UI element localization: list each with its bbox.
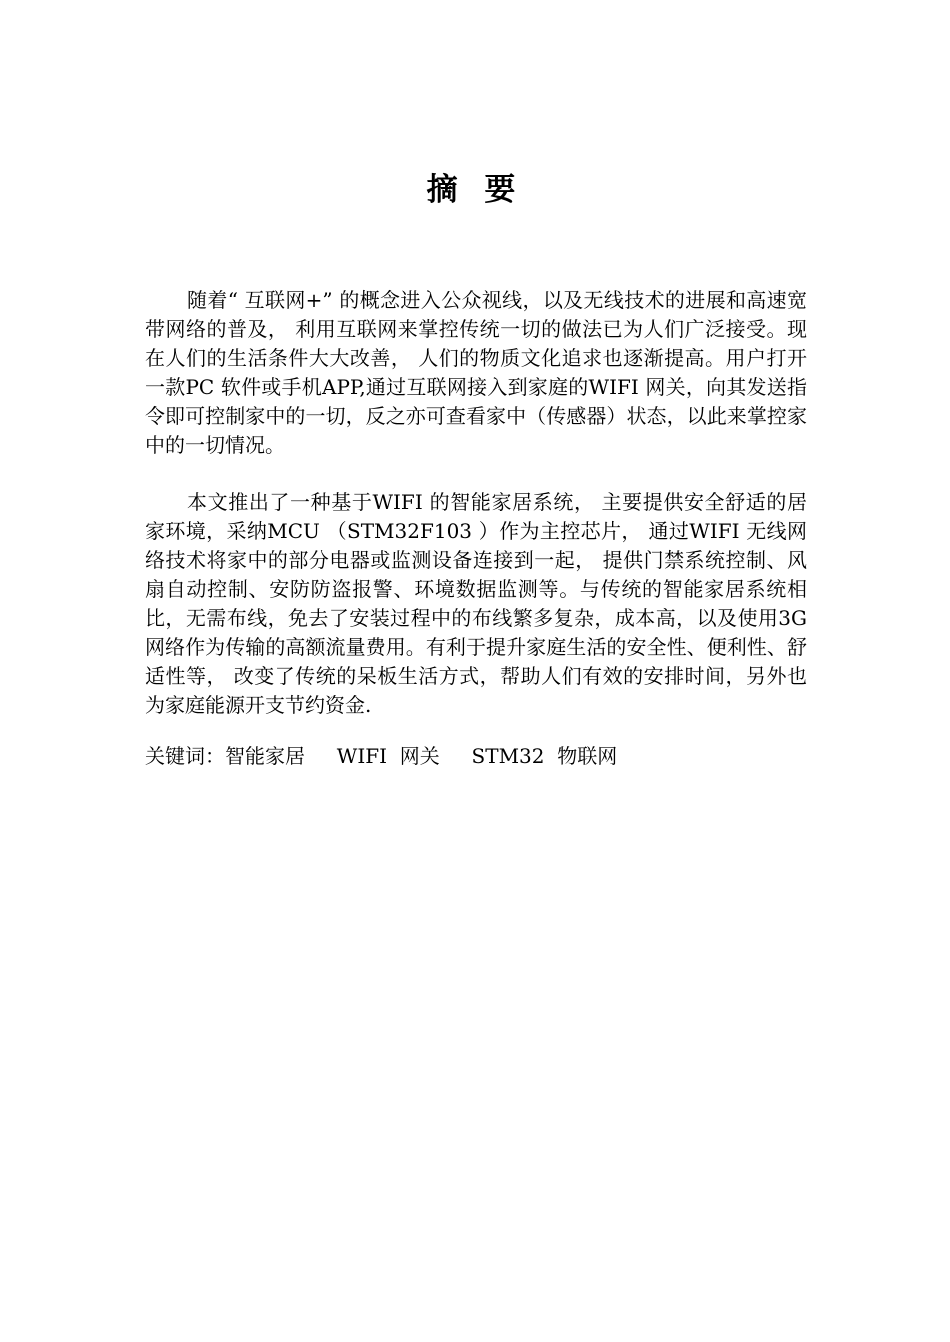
abstract-paragraph-1: 随着“ 互联网+” 的概念进入公众视线，以及无线技术的进展和高速宽带网络的普及， 利用互联网来掌控传统一切的做法已为人们广泛接受。现在人们的生活条件大大改善， 人们的物质文化追求也逐渐提高。用户打开一款PC 软件或手机APP,通过互联网接入到家庭的WIFI 网关，向其发送指令即可控制家中的一切，反之亦可查看家中（传感器）状态，以此来掌控家中的一切情况。 — [145, 288, 807, 457]
abstract-body — [145, 286, 807, 771]
keywords-line: 关键词：智能家居 WIFI 网关 STM32 物联网 — [145, 744, 618, 768]
page-title: 摘 要 — [426, 172, 524, 208]
abstract-paragraph-2: 本文推出了一种基于WIFI 的智能家居系统， 主要提供安全舒适的居家环境，采纳MCU （STM32F103 ）作为主控芯片， 通过WIFI 无线网络技术将家中的部分电器或监测设备连接到一起， 提供门禁系统控制、风扇自动控制、安防防盗报警、环境数据监测等。与传统的智能家居系统相比，无需布线，免去了安装过程中的布线繁多复杂，成本高，以及使用3G 网络作为传输的高额流量费用。有利于提升家庭生活的安全性、便利性、舒适性等， 改变了传统的呆板生活方式，帮助人们有效的安排时间，另外也为家庭能源开支节约资金. — [145, 490, 807, 717]
